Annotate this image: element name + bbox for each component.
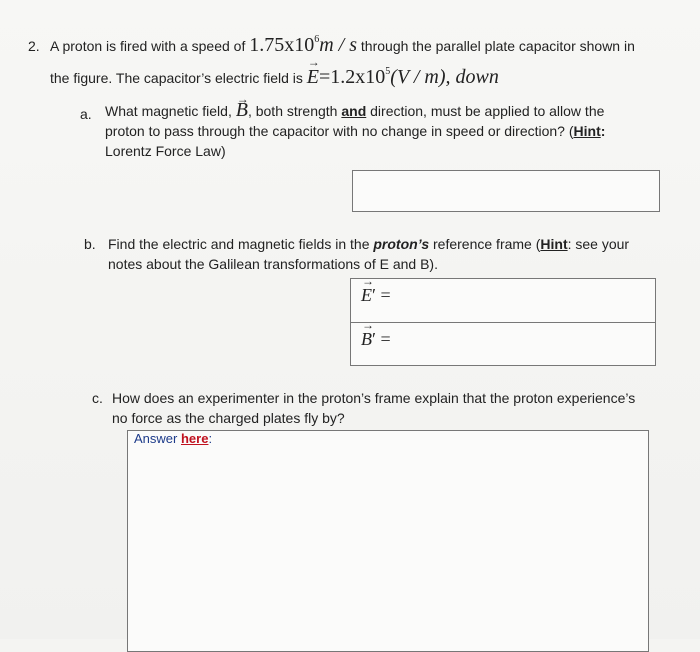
e-prime-row[interactable] xyxy=(351,279,655,322)
e-prime-label: → E′ = xyxy=(361,285,391,306)
part-a-answer-box[interactable] xyxy=(352,170,660,212)
part-c-answer-box[interactable] xyxy=(127,430,649,652)
part-c-text: How does an experimenter in the proton’s frame explain that the proton experience’s no force as the charged plates fly by? xyxy=(112,390,636,426)
b-prime-label: → B′ = xyxy=(361,329,391,350)
part-c-label: c. xyxy=(92,390,103,406)
b-prime-row[interactable] xyxy=(351,322,655,365)
speed-expression: $1.75x10^6m$ / s xyxy=(249,34,358,56)
part-a-text: What magnetic field, → B, both strength and direction, must be applied to allow the proton to pass through the capacitor with no change in speed or direction? (Hint: Lorentz Force Law) xyxy=(105,100,665,161)
stem-text: A proton is fired with a speed of xyxy=(50,38,246,54)
stem-text-2: the figure. The capacitor’s electric field is xyxy=(50,70,303,86)
question-stem-line2 xyxy=(50,66,499,89)
question-stem-line1 xyxy=(50,34,635,57)
b-symbol: → B xyxy=(236,100,248,120)
stem-text-cont: through the parallel plate capacitor shown in xyxy=(360,38,635,54)
answer-label: Answer here: xyxy=(134,431,213,446)
field-expression: → $E=1.2x10^5(V / m)$, down xyxy=(307,66,499,88)
question-number: 2. xyxy=(28,38,40,54)
part-b-label: b. xyxy=(84,236,96,252)
part-b-text: Find the electric and magnetic fields in the proton’s reference frame (Hint: see your notes about the Galilean transformations of E and B). xyxy=(108,236,630,272)
part-a-label: a. xyxy=(80,106,92,122)
fields-answer-table xyxy=(350,278,656,366)
